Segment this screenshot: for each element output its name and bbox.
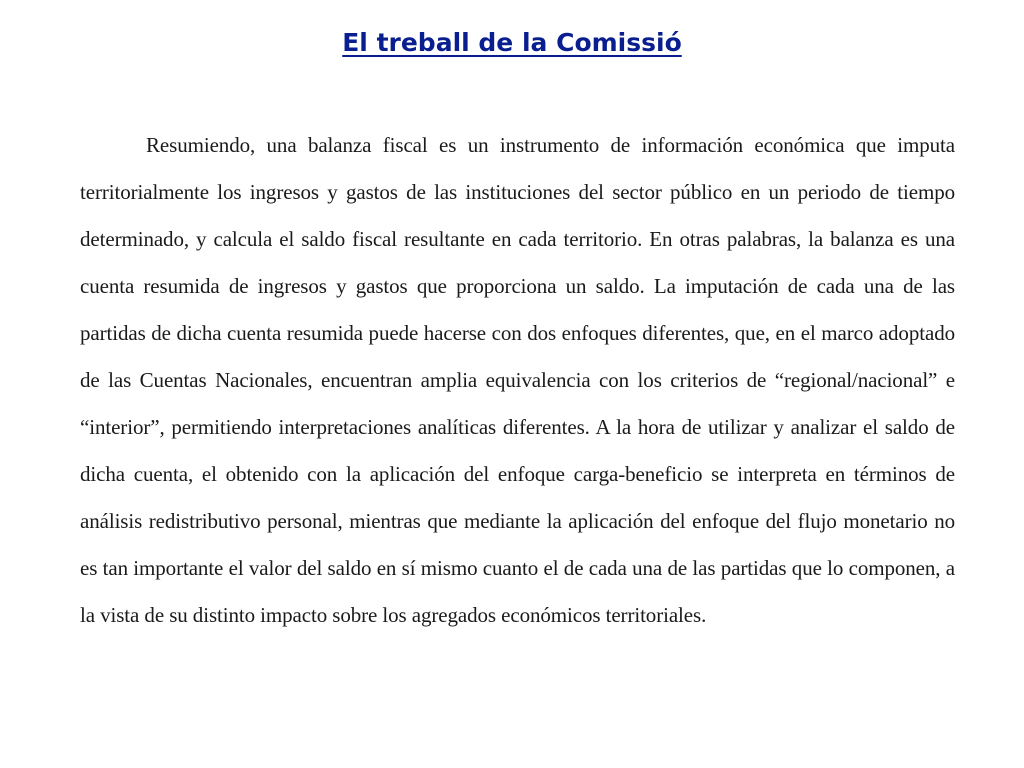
body-paragraph: Resumiendo, una balanza fiscal es un instrumento de información económica que imputa territorialmente los ingresos y gastos de las instituciones del sector público en un periodo de tiempo determinado, y calcula el saldo fiscal resultante en cada territorio. En otras palabras, la balanza es una cuenta resumida de ingresos y gastos que proporciona un saldo. La imputación de cada una de las partidas de dicha cuenta resumida puede hacerse con dos enfoques diferentes, que, en el marco adoptado de las Cuentas Nacionales, encuentran amplia equivalencia con los criterios de “regional/nacional” e “interior”, permitiendo interpretaciones analíticas diferentes. A la hora de utilizar y analizar el saldo de dicha cuenta, el obtenido con la aplicación del enfoque carga-beneficio se interpreta en términos de análisis redistributivo personal, mientras que mediante la aplicación del enfoque del flujo monetario no es tan importante el valor del saldo en sí mismo cuanto el de cada una de las partidas que lo componen, a la vista de su distinto impacto sobre los agregados económicos territoriales. (80, 133, 955, 627)
slide-title: El treball de la Comissió (342, 28, 682, 57)
